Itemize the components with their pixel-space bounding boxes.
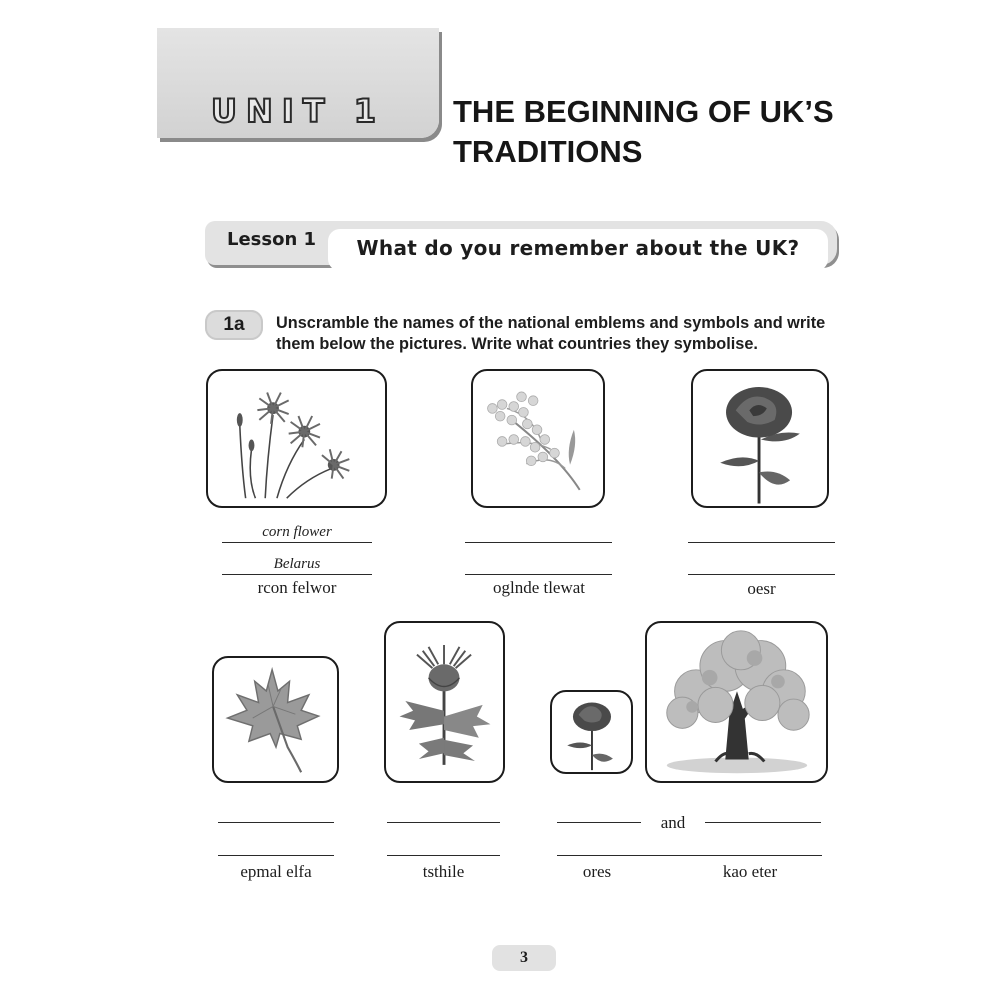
writing-line[interactable] bbox=[705, 822, 821, 823]
connector-and: and bbox=[660, 813, 686, 832]
scrambled-word-3: oesr bbox=[747, 579, 776, 598]
scrambled-word-4: epmal elfa bbox=[240, 862, 312, 881]
writing-line[interactable] bbox=[218, 822, 334, 823]
scrambled-word-6: ores bbox=[582, 862, 612, 881]
answer-name-1: corn flower bbox=[262, 524, 332, 540]
scrambled-word-1: rcon felwor bbox=[257, 578, 337, 597]
scrambled-word-7: kao eter bbox=[722, 862, 778, 881]
oak-tree-picture bbox=[645, 621, 828, 783]
mimosa-picture bbox=[471, 369, 605, 508]
exercise-instruction: Unscramble the names of the national emblems and symbols and write them below the pictures. Write what countries they symbolise. bbox=[276, 314, 826, 353]
lesson-title: What do you remember about the UK? bbox=[356, 236, 800, 260]
answer-country-1: Belarus bbox=[273, 556, 321, 572]
rose-small-picture bbox=[550, 690, 633, 774]
writing-line[interactable] bbox=[465, 574, 612, 575]
mimosa-icon bbox=[473, 371, 603, 506]
cornflower-icon bbox=[208, 371, 385, 506]
rose-small-icon bbox=[552, 692, 631, 772]
unit-label: UNIT 1 bbox=[211, 92, 385, 130]
writing-line[interactable] bbox=[222, 542, 372, 543]
maple-leaf-picture bbox=[212, 656, 339, 783]
scrambled-word-5: tsthile bbox=[422, 862, 465, 881]
writing-line[interactable] bbox=[222, 574, 372, 575]
thistle-icon bbox=[386, 623, 503, 781]
rose-picture bbox=[691, 369, 829, 508]
writing-line[interactable] bbox=[557, 822, 641, 823]
writing-line[interactable] bbox=[688, 542, 835, 543]
maple-leaf-icon bbox=[214, 658, 337, 781]
writing-line[interactable] bbox=[688, 574, 835, 575]
cornflower-picture bbox=[206, 369, 387, 508]
writing-line[interactable] bbox=[465, 542, 612, 543]
scrambled-word-2: oglnde tlewat bbox=[492, 578, 586, 597]
unit-title: THE BEGINNING OF UK’S TRADITIONS bbox=[453, 94, 834, 169]
writing-line[interactable] bbox=[387, 822, 500, 823]
writing-line[interactable] bbox=[557, 855, 822, 856]
exercise-number-badge: 1a bbox=[205, 310, 263, 340]
writing-line[interactable] bbox=[218, 855, 334, 856]
rose-icon bbox=[693, 371, 827, 506]
writing-line[interactable] bbox=[387, 855, 500, 856]
page-number: 3 bbox=[492, 945, 556, 971]
oak-tree-icon bbox=[647, 623, 826, 781]
thistle-picture bbox=[384, 621, 505, 783]
lesson-label: Lesson 1 bbox=[227, 229, 317, 250]
